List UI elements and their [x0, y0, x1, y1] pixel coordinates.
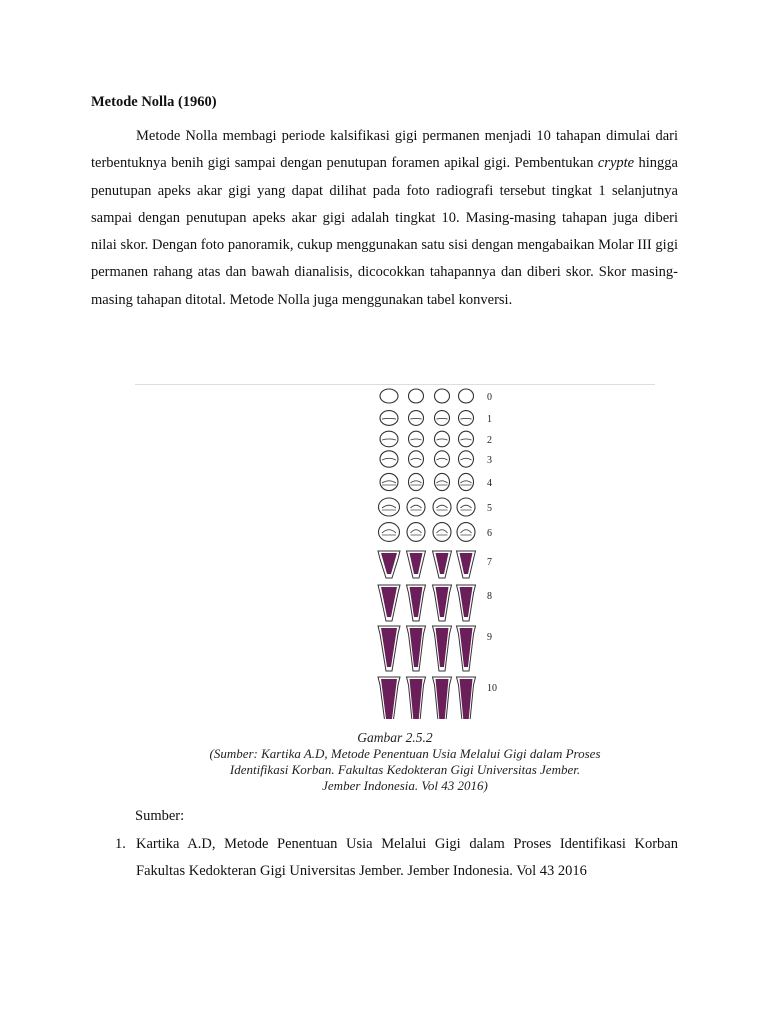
caption-title: Gambar 2.5.2 — [357, 730, 433, 745]
stage-label: 0 — [487, 392, 492, 403]
tooth-stage — [407, 498, 425, 516]
crypt-outline — [409, 473, 424, 490]
crypt-outline — [433, 523, 451, 542]
tooth-stage — [379, 523, 400, 542]
tooth-stage — [457, 551, 476, 578]
crypt-outline — [433, 498, 451, 516]
tooth-stage — [409, 451, 424, 467]
tooth-stage — [459, 389, 474, 403]
crown-calcification — [382, 458, 396, 460]
caption-line: Jember Indonesia. Vol 43 2016) — [322, 778, 488, 793]
crown-calcification — [461, 458, 472, 460]
tooth-stage — [435, 451, 450, 467]
crown-calcification — [411, 505, 422, 508]
crown-calcification — [461, 418, 472, 419]
crypt-outline — [379, 498, 400, 516]
reference-number: 1. — [115, 836, 126, 852]
stage-labels — [487, 392, 497, 694]
crypt-outline — [435, 389, 450, 403]
crown-calcification — [461, 481, 472, 483]
tooth-stage — [409, 411, 424, 426]
crypt-outline — [407, 523, 425, 542]
crown-calcification — [411, 458, 422, 460]
tooth-stage — [407, 677, 426, 719]
tooth-stage — [435, 431, 450, 447]
crown-calcification — [411, 481, 422, 483]
stage-label: 4 — [487, 478, 492, 489]
stage-label: 8 — [487, 591, 492, 602]
tooth-stage — [459, 431, 474, 447]
tooth-stage — [407, 551, 426, 578]
sources-label: Sumber: — [135, 808, 185, 824]
paragraph-italic-term: crypte — [597, 155, 635, 172]
tooth-stage — [457, 523, 475, 542]
crypt-outline — [459, 389, 474, 403]
crypt-outline — [380, 473, 398, 490]
crypt-outline — [459, 473, 474, 490]
tooth-stage — [378, 551, 400, 578]
stage-label: 3 — [487, 455, 492, 466]
tooth-stage — [380, 431, 398, 447]
tooth-stage — [407, 523, 425, 542]
crypt-outline — [459, 451, 474, 467]
crown-calcification — [411, 418, 422, 419]
section-heading: Metode Nolla (1960) — [91, 94, 217, 110]
tooth-stage — [433, 551, 452, 578]
tooth-stage — [378, 585, 400, 621]
tooth-stage — [407, 626, 426, 671]
stage-label: 9 — [487, 632, 492, 643]
stage-label: 2 — [487, 435, 492, 446]
tooth-stage — [380, 389, 398, 403]
crypt-outline — [457, 498, 475, 516]
tooth-stage — [433, 677, 452, 719]
tooth-stage — [409, 473, 424, 490]
crypt-outline — [380, 451, 398, 467]
tooth-stage — [459, 473, 474, 490]
tooth-stage — [379, 498, 400, 516]
tooth-stage — [457, 498, 475, 516]
tooth-stage — [409, 431, 424, 447]
crown-calcification — [437, 418, 448, 419]
crypt-outline — [409, 451, 424, 467]
tooth-stage — [433, 523, 451, 542]
crown-calcification — [411, 439, 422, 440]
caption-line: (Sumber: Kartika A.D, Metode Penentuan Usia Melalui Gigi dalam Proses — [209, 746, 601, 761]
crypt-outline — [379, 523, 400, 542]
crypt-outline — [380, 389, 398, 403]
crown-calcification — [382, 439, 396, 440]
reference-text: Kartika A.D, Metode Penentuan Usia Melalui Gigi dalam Proses Identifikasi Korban Fakultas Kedokteran Gigi Universitas Jember. Jember Indonesia. Vol 43 2016 — [136, 836, 678, 880]
figure-border — [135, 384, 655, 385]
teeth-layer — [378, 389, 476, 719]
stage-label: 7 — [487, 557, 492, 568]
crypt-outline — [407, 498, 425, 516]
figure-caption — [170, 730, 640, 794]
stage-label: 6 — [487, 528, 492, 539]
crown-calcification — [437, 530, 448, 533]
tooth-stage — [457, 585, 476, 621]
crypt-outline — [457, 523, 475, 542]
tooth-stage — [380, 411, 398, 426]
crown-calcification — [382, 530, 396, 533]
caption-line: Identifikasi Korban. Fakultas Kedokteran Gigi Universitas Jember. — [229, 762, 581, 777]
paragraph-text-part2: hingga penutupan apeks akar gigi yang dapat dilihat pada foto radiografi tersebut tingkat 1 selanjutnya sampai dengan penutupan apeks akar gigi adalah tingkat 10. Masing-masing tahapan juga diberi nilai skor. Dengan foto panoramik, cukup menggunakan satu sisi dengan mengabaikan Molar III gigi permanen rahang atas dan bawah dianalisis, dicocokkan tahapannya dan diberi skor. Skor masing-masing tahapan ditotal. Metode Nolla juga menggunakan tabel konversi. — [91, 155, 678, 308]
crown-calcification — [382, 505, 396, 508]
body-paragraph — [91, 123, 678, 314]
tooth-stage — [407, 585, 426, 621]
tooth-stage — [409, 389, 424, 403]
crown-calcification — [411, 530, 422, 533]
tooth-stage — [459, 411, 474, 426]
crown-calcification — [437, 439, 448, 440]
tooth-stage — [378, 677, 400, 719]
tooth-stage — [380, 451, 398, 467]
nolla-stages-figure — [135, 384, 655, 719]
paragraph-text-part1: Metode Nolla membagi periode kalsifikasi gigi permanen menjadi 10 tahapan dimulai dari terbentuknya benih gigi sampai dengan penutupan foramen apikal gigi. Pembentukan — [91, 128, 678, 172]
crypt-outline — [435, 473, 450, 490]
reference-item — [91, 831, 678, 886]
tooth-stage — [457, 626, 476, 671]
crown-calcification — [437, 458, 448, 460]
crypt-outline — [409, 389, 424, 403]
tooth-stage — [433, 585, 452, 621]
crown-calcification — [382, 418, 396, 419]
crown-calcification — [437, 481, 448, 483]
stage-label: 5 — [487, 503, 492, 514]
reference-list — [91, 831, 678, 886]
tooth-stage-illustration — [135, 384, 655, 719]
tooth-stage — [378, 626, 400, 671]
crypt-outline — [435, 451, 450, 467]
stage-label: 1 — [487, 414, 492, 425]
tooth-stage — [435, 473, 450, 490]
crown-calcification — [461, 439, 472, 440]
tooth-stage — [433, 626, 452, 671]
tooth-stage — [435, 411, 450, 426]
tooth-stage — [380, 473, 398, 490]
tooth-stage — [435, 389, 450, 403]
crown-calcification — [461, 505, 472, 508]
tooth-stage — [457, 677, 476, 719]
crown-calcification — [461, 530, 472, 533]
tooth-stage — [459, 451, 474, 467]
crown-calcification — [382, 481, 396, 483]
crown-calcification — [437, 505, 448, 508]
stage-label: 10 — [487, 683, 497, 694]
tooth-stage — [433, 498, 451, 516]
